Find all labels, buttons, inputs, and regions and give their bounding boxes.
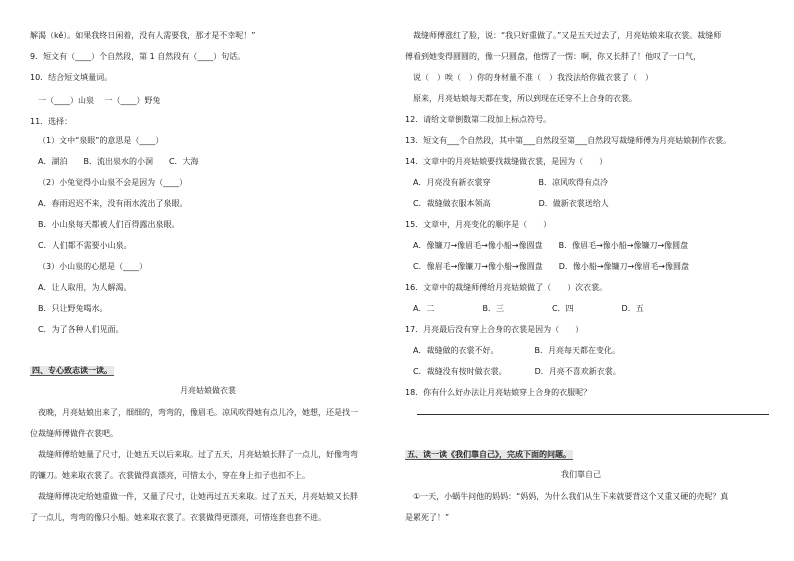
- option-line: A．二 B．三 C．四 D．五: [413, 304, 644, 313]
- story-line: 裁缝师傅给她量了尺寸，让她五天以后来取。过了五天，月亮姑娘长胖了一点儿，好像弯弯: [38, 450, 358, 459]
- question-18: 18．你有什么好办法让月亮姑娘穿上合身的衣服呢？: [405, 388, 592, 397]
- option-b: B．只让野兔喝水。: [38, 304, 108, 313]
- story-line: 位裁缝师傅做件衣裳吧。: [30, 429, 118, 438]
- question-11-2: （2）小兔觉得小山泉不会是因为（____）: [38, 178, 188, 187]
- story-line: 裁缝师傅决定给她重做一件，又量了尺寸，让她再过五天来取。过了五天，月亮姑娘又长胖: [38, 492, 358, 501]
- option-a: A．春雨迟迟不来，没有雨水流出了泉眼。: [38, 199, 188, 208]
- option-line: C．裁缝没有按时做衣裳。 D．月亮不喜欢新衣裳。: [413, 367, 621, 376]
- option-b: B．小山泉每天都被人们百得露出泉眼。: [38, 220, 180, 229]
- story-title: 月亮姑娘做衣裳: [180, 386, 236, 395]
- story-line: 说（ ）唉（ ）你的身材量不准（ ）我没法给你做衣裳了（ ）: [413, 73, 653, 82]
- option-c: C．人们都不需要小山泉。: [38, 241, 132, 250]
- option-line: A．裁缝做的衣裳不好。 B．月亮每天都在变化。: [413, 346, 620, 355]
- story-line: ①一天，小蜗牛问他的妈妈：“妈妈，为什么我们从生下来就要背这个又重又硬的壳呢？真: [413, 492, 729, 501]
- question-11: 11．选择：: [30, 117, 73, 126]
- story-line: 原来，月亮姑娘每天都在变，所以到现在还穿不上合身的衣裳。: [413, 94, 637, 103]
- option-line: A．月亮没有新衣裳穿 B．凉风吹得有点冷: [413, 178, 608, 187]
- option-line: A．像镰刀→像眉毛→像小船→像圆盘 B．像眉毛→像小船→像镰刀→像圆盘: [413, 241, 689, 250]
- question-17: 17．月亮最后没有穿上合身的衣裳是因为（ ）: [405, 325, 584, 334]
- option-line: C．像眉毛→像镰刀→像小船→像圆盘 D．像小船→像镰刀→像眉毛→像圆盘: [413, 262, 689, 271]
- story-line: 是累死了！”: [405, 513, 450, 522]
- question-9: 9．短文有（____）个自然段，第 1 自然段有（____）句话。: [30, 52, 246, 61]
- section-4-heading: 四、专心致志读一读。: [32, 366, 112, 375]
- answer-line[interactable]: [417, 414, 769, 415]
- story-line: 夜晚，月亮姑娘出来了，细细的，弯弯的，像眉毛。凉风吹得她有点儿冷，她想，还是找一: [38, 408, 358, 417]
- question-10-blanks: 一（____）山泉 一（____）野兔: [38, 96, 161, 105]
- question-10: 10．结合短文填量词。: [30, 73, 113, 82]
- question-16: 16．文章中的裁缝师傅给月亮姑娘做了（ ）次衣裳。: [405, 283, 608, 292]
- section-5-heading: 五、读一读《我们靠自己》，完成下面的问题。: [407, 450, 571, 459]
- option-line: A．湖泊 B．流出泉水的小洞 C．大海: [38, 157, 199, 166]
- question-12: 12．请给文章倒数第二段加上标点符号。: [405, 115, 552, 124]
- text-line: 解渴（kě）。如果我终日闲着，没有人需要我，那才是不幸呢！”: [30, 31, 256, 40]
- story-line: 的镰刀。她来取衣裳了。衣裳做得真漂亮，可惜太小，穿在身上扣子也扣不上。: [30, 471, 310, 480]
- question-11-3: （3）小山泉的心愿是（____）: [38, 262, 148, 271]
- option-a: A．让人取用，为人解渴。: [38, 283, 132, 292]
- story-title: 我们靠自己: [561, 470, 601, 479]
- story-line: 了一点儿，弯弯的像只小船。她来取衣裳了。衣裳做得更漂亮，可惜连套也套不进。: [30, 513, 326, 522]
- option-c: C．为了各种人们见面。: [38, 325, 124, 334]
- option-line: C．裁缝做衣服本领高 D．做新衣裳送给人: [413, 199, 609, 208]
- question-15: 15．文章中，月亮变化的顺序是（ ）: [405, 220, 552, 229]
- question-13: 13．短文有___个自然段，其中第___自然段至第___自然段写裁缝师傅为月亮姑娘制作衣裳。: [405, 136, 732, 145]
- question-11-1: （1）文中“泉眼”的意思是（____）: [38, 136, 164, 145]
- story-line: 裁缝师傅涨红了脸，说：“我只好重做了。”又是五天过去了，月亮姑娘来取衣裳。裁缝师: [413, 31, 722, 40]
- question-14: 14．文章中的月亮姑娘要找裁缝做衣裳，是因为（ ）: [405, 157, 608, 166]
- story-line: 傅看到她变得圆圆的，像一只圆盘，他愣了一愣：啊，你又长胖了！他叹了一口气，: [405, 52, 701, 61]
